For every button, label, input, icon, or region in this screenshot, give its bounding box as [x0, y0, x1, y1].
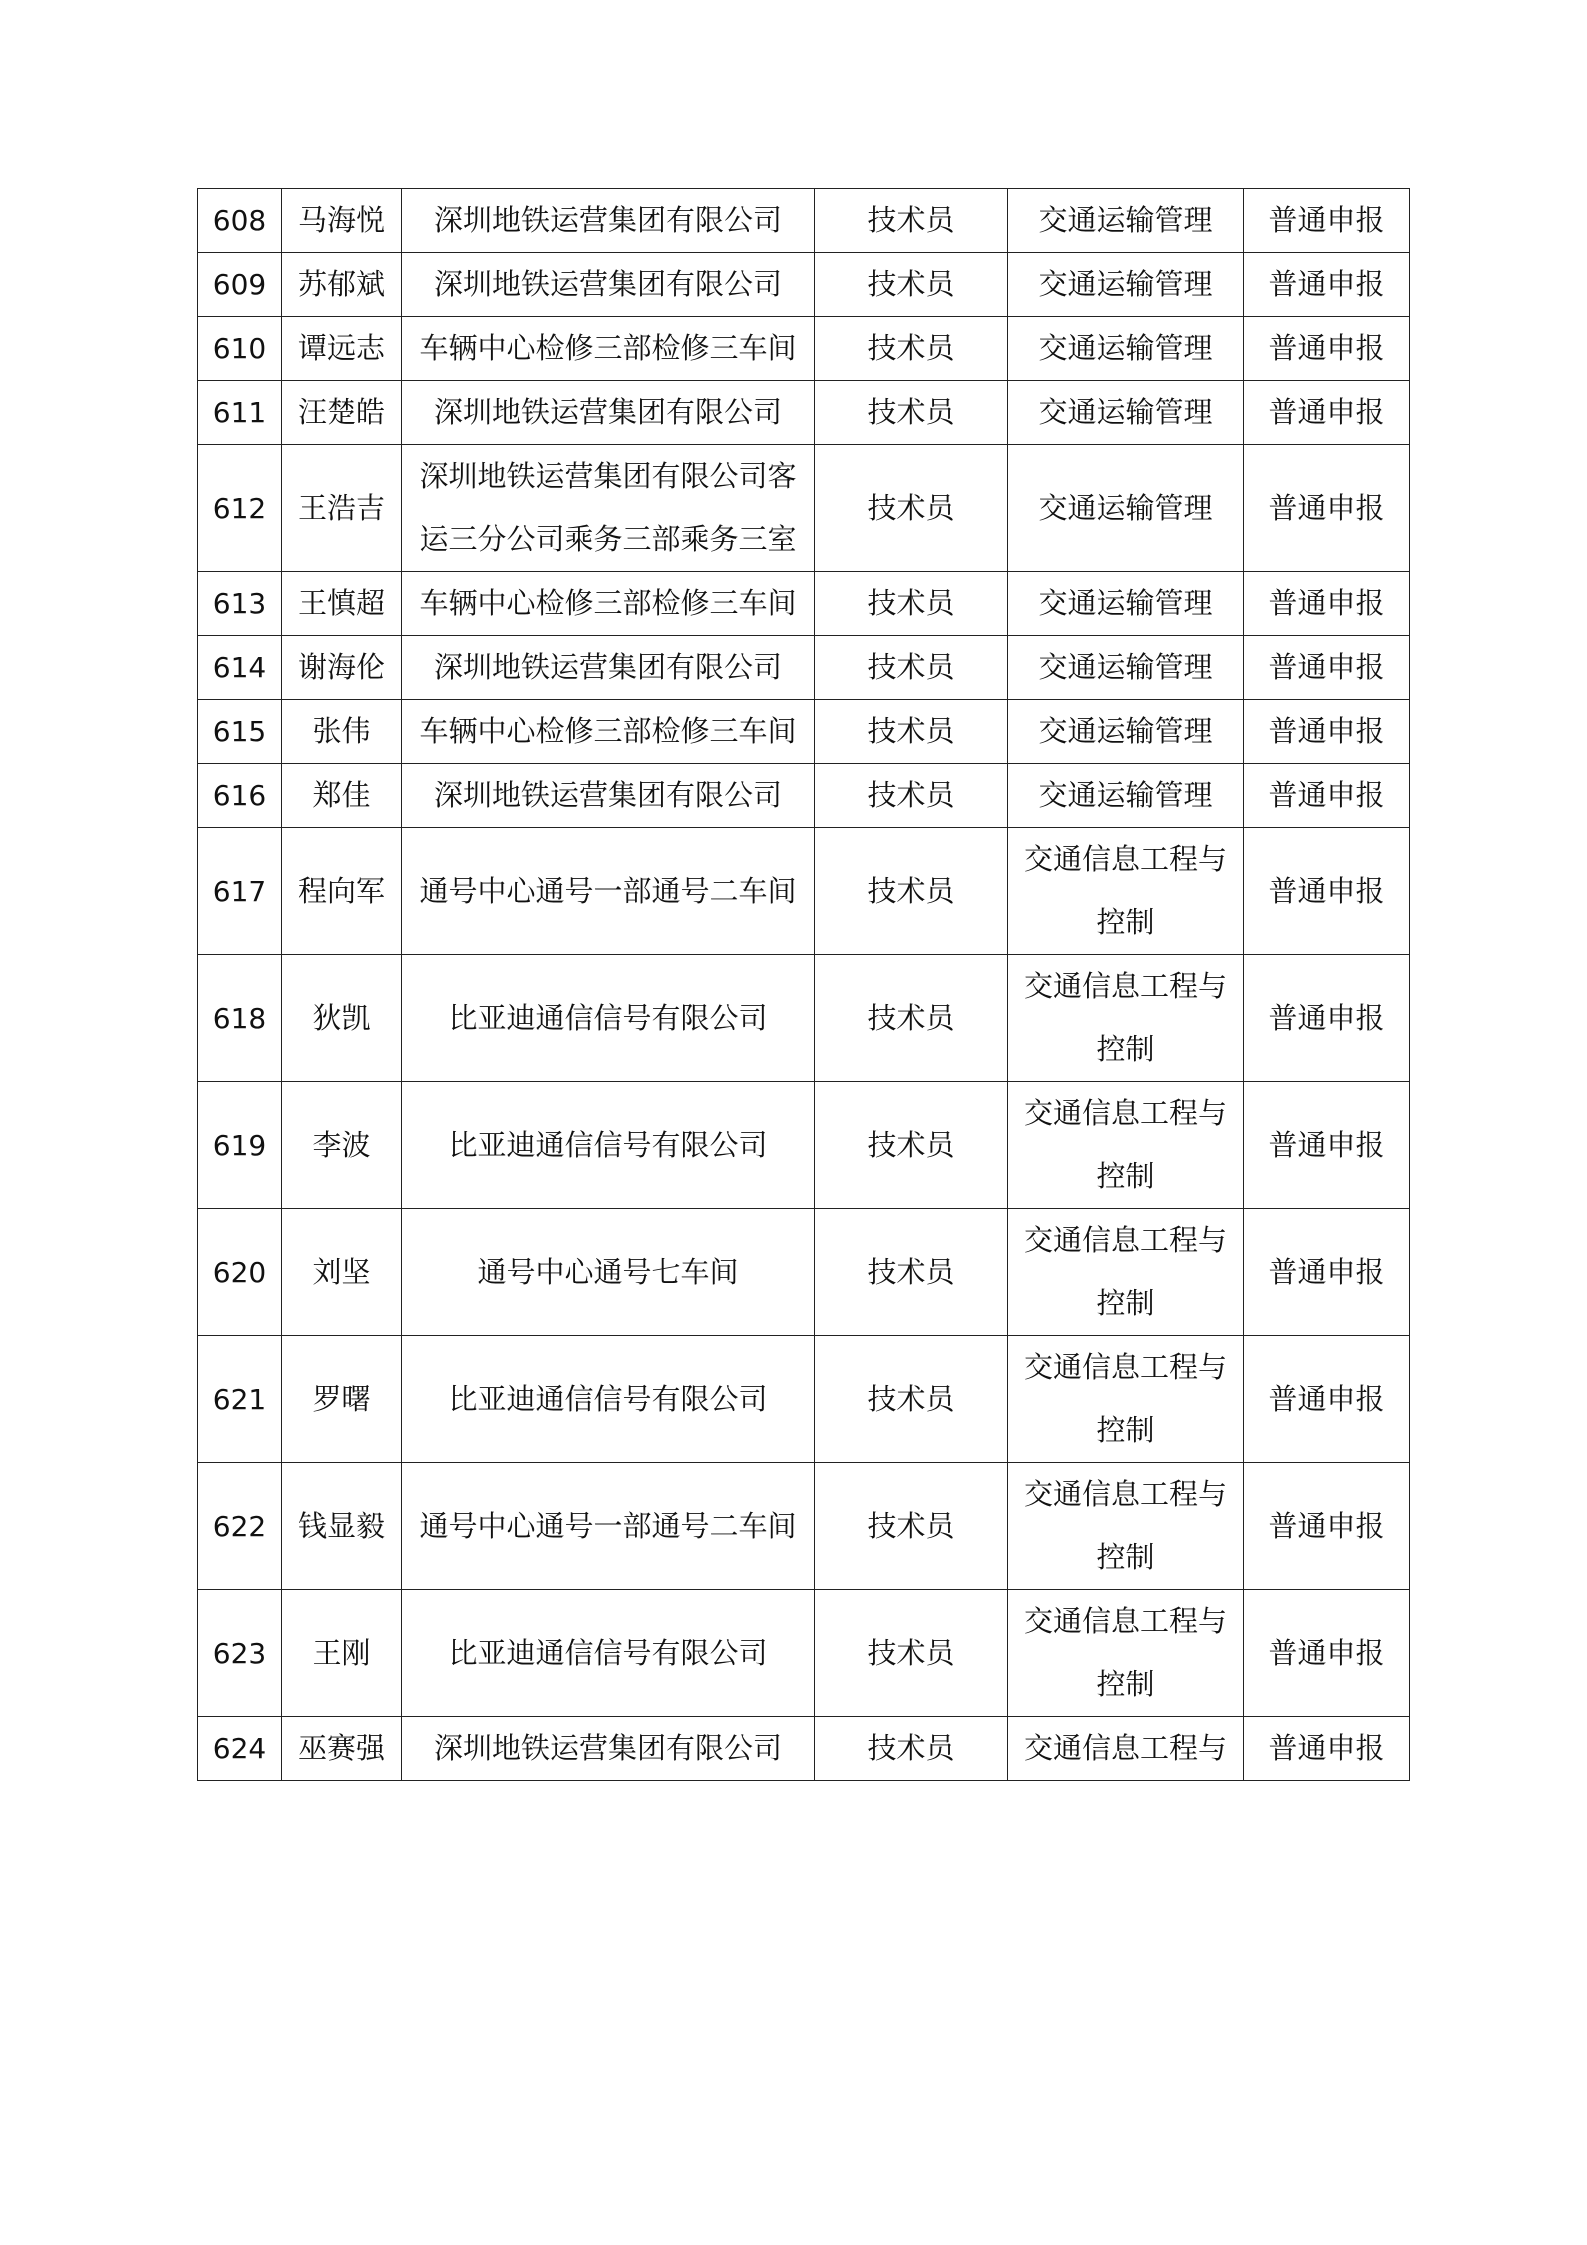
name-cell: 钱显毅	[282, 1463, 402, 1590]
table-row	[198, 1463, 1410, 1590]
row-number-cell: 615	[198, 700, 282, 764]
name-cell: 王浩吉	[282, 445, 402, 572]
row-number-cell: 609	[198, 253, 282, 317]
major-cell: 交通信息工程与控制	[1008, 1209, 1244, 1336]
row-number-cell: 620	[198, 1209, 282, 1336]
table-row	[198, 445, 1410, 572]
name-cell: 王刚	[282, 1590, 402, 1717]
position-cell: 技术员	[815, 1590, 1008, 1717]
application-type-cell: 普通申报	[1244, 445, 1410, 572]
application-type-cell: 普通申报	[1244, 1209, 1410, 1336]
name-cell: 汪楚皓	[282, 381, 402, 445]
major-cell: 交通信息工程与控制	[1008, 1336, 1244, 1463]
unit-cell: 深圳地铁运营集团有限公司客运三分公司乘务三部乘务三室	[402, 445, 815, 572]
table-row	[198, 764, 1410, 828]
row-number-cell: 612	[198, 445, 282, 572]
name-cell: 李波	[282, 1082, 402, 1209]
unit-cell: 深圳地铁运营集团有限公司	[402, 253, 815, 317]
application-type-cell: 普通申报	[1244, 700, 1410, 764]
unit-cell: 通号中心通号七车间	[402, 1209, 815, 1336]
applicant-table-body	[198, 189, 1410, 1781]
major-cell: 交通运输管理	[1008, 317, 1244, 381]
unit-cell: 通号中心通号一部通号二车间	[402, 828, 815, 955]
application-type-cell: 普通申报	[1244, 636, 1410, 700]
major-cell: 交通运输管理	[1008, 700, 1244, 764]
application-type-cell: 普通申报	[1244, 1082, 1410, 1209]
application-type-cell: 普通申报	[1244, 828, 1410, 955]
application-type-cell: 普通申报	[1244, 189, 1410, 253]
position-cell: 技术员	[815, 700, 1008, 764]
position-cell: 技术员	[815, 1336, 1008, 1463]
position-cell: 技术员	[815, 1209, 1008, 1336]
unit-cell: 车辆中心检修三部检修三车间	[402, 572, 815, 636]
major-cell: 交通运输管理	[1008, 572, 1244, 636]
row-number-cell: 613	[198, 572, 282, 636]
position-cell: 技术员	[815, 189, 1008, 253]
unit-cell: 比亚迪通信信号有限公司	[402, 955, 815, 1082]
application-type-cell: 普通申报	[1244, 1590, 1410, 1717]
name-cell: 张伟	[282, 700, 402, 764]
row-number-cell: 623	[198, 1590, 282, 1717]
name-cell: 苏郁斌	[282, 253, 402, 317]
row-number-cell: 621	[198, 1336, 282, 1463]
major-cell: 交通运输管理	[1008, 445, 1244, 572]
table-row	[198, 1209, 1410, 1336]
position-cell: 技术员	[815, 253, 1008, 317]
unit-cell: 比亚迪通信信号有限公司	[402, 1590, 815, 1717]
name-cell: 王慎超	[282, 572, 402, 636]
position-cell: 技术员	[815, 1082, 1008, 1209]
name-cell: 谭远志	[282, 317, 402, 381]
unit-cell: 深圳地铁运营集团有限公司	[402, 189, 815, 253]
name-cell: 程向军	[282, 828, 402, 955]
major-cell: 交通信息工程与	[1008, 1717, 1244, 1781]
unit-cell: 比亚迪通信信号有限公司	[402, 1082, 815, 1209]
application-type-cell: 普通申报	[1244, 253, 1410, 317]
position-cell: 技术员	[815, 572, 1008, 636]
table-row	[198, 253, 1410, 317]
table-row	[198, 828, 1410, 955]
position-cell: 技术员	[815, 764, 1008, 828]
row-number-cell: 608	[198, 189, 282, 253]
name-cell: 马海悦	[282, 189, 402, 253]
major-cell: 交通运输管理	[1008, 636, 1244, 700]
table-row	[198, 317, 1410, 381]
position-cell: 技术员	[815, 381, 1008, 445]
application-type-cell: 普通申报	[1244, 1336, 1410, 1463]
major-cell: 交通信息工程与控制	[1008, 955, 1244, 1082]
position-cell: 技术员	[815, 828, 1008, 955]
major-cell: 交通信息工程与控制	[1008, 1590, 1244, 1717]
table-row	[198, 636, 1410, 700]
position-cell: 技术员	[815, 317, 1008, 381]
unit-cell: 车辆中心检修三部检修三车间	[402, 317, 815, 381]
table-row	[198, 955, 1410, 1082]
unit-cell: 深圳地铁运营集团有限公司	[402, 636, 815, 700]
table-row	[198, 1590, 1410, 1717]
table-row	[198, 572, 1410, 636]
application-type-cell: 普通申报	[1244, 572, 1410, 636]
application-type-cell: 普通申报	[1244, 764, 1410, 828]
unit-cell: 深圳地铁运营集团有限公司	[402, 1717, 815, 1781]
table-row	[198, 700, 1410, 764]
application-type-cell: 普通申报	[1244, 381, 1410, 445]
unit-cell: 比亚迪通信信号有限公司	[402, 1336, 815, 1463]
major-cell: 交通运输管理	[1008, 189, 1244, 253]
major-cell: 交通信息工程与控制	[1008, 1082, 1244, 1209]
position-cell: 技术员	[815, 1463, 1008, 1590]
position-cell: 技术员	[815, 1717, 1008, 1781]
row-number-cell: 610	[198, 317, 282, 381]
name-cell: 巫赛强	[282, 1717, 402, 1781]
table-row	[198, 381, 1410, 445]
row-number-cell: 619	[198, 1082, 282, 1209]
application-type-cell: 普通申报	[1244, 317, 1410, 381]
name-cell: 郑佳	[282, 764, 402, 828]
row-number-cell: 624	[198, 1717, 282, 1781]
major-cell: 交通运输管理	[1008, 381, 1244, 445]
name-cell: 罗曙	[282, 1336, 402, 1463]
applicant-table	[197, 188, 1410, 1781]
table-row	[198, 1717, 1410, 1781]
row-number-cell: 622	[198, 1463, 282, 1590]
position-cell: 技术员	[815, 445, 1008, 572]
application-type-cell: 普通申报	[1244, 1463, 1410, 1590]
table-row	[198, 1336, 1410, 1463]
name-cell: 狄凯	[282, 955, 402, 1082]
application-type-cell: 普通申报	[1244, 955, 1410, 1082]
position-cell: 技术员	[815, 955, 1008, 1082]
unit-cell: 车辆中心检修三部检修三车间	[402, 700, 815, 764]
major-cell: 交通信息工程与控制	[1008, 828, 1244, 955]
unit-cell: 深圳地铁运营集团有限公司	[402, 764, 815, 828]
row-number-cell: 618	[198, 955, 282, 1082]
row-number-cell: 617	[198, 828, 282, 955]
table-row	[198, 1082, 1410, 1209]
unit-cell: 通号中心通号一部通号二车间	[402, 1463, 815, 1590]
major-cell: 交通运输管理	[1008, 764, 1244, 828]
row-number-cell: 611	[198, 381, 282, 445]
application-type-cell: 普通申报	[1244, 1717, 1410, 1781]
row-number-cell: 614	[198, 636, 282, 700]
unit-cell: 深圳地铁运营集团有限公司	[402, 381, 815, 445]
row-number-cell: 616	[198, 764, 282, 828]
major-cell: 交通运输管理	[1008, 253, 1244, 317]
table-row	[198, 189, 1410, 253]
name-cell: 刘坚	[282, 1209, 402, 1336]
position-cell: 技术员	[815, 636, 1008, 700]
name-cell: 谢海伦	[282, 636, 402, 700]
major-cell: 交通信息工程与控制	[1008, 1463, 1244, 1590]
